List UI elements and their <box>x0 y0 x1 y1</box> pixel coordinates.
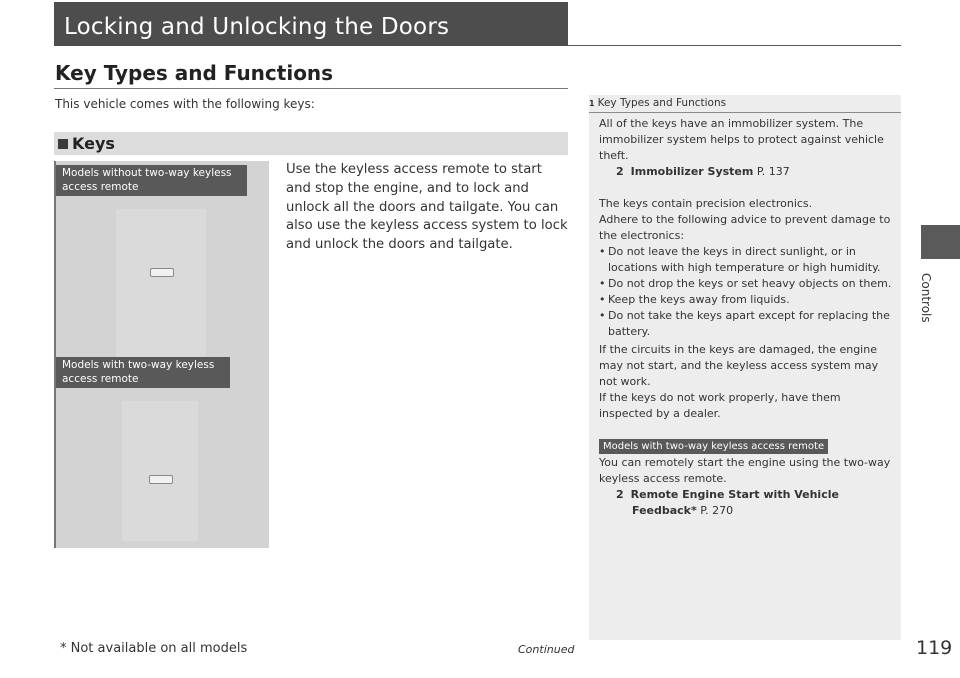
two-way-remote-image <box>122 401 198 541</box>
notes-sidebar <box>589 95 901 640</box>
keyless-remote-image <box>116 209 206 359</box>
sidebar-heading: 1 Key Types and Functions <box>589 97 727 109</box>
list-item: • Do not take the keys apart except for replacing the battery. <box>599 308 895 340</box>
page-number: 119 <box>916 637 953 659</box>
list-item: • Do not leave the keys in direct sunlight, or in locations with high temperature or high humidity. <box>599 244 895 276</box>
list-item: • Do not drop the keys or set heavy objects on them. <box>599 276 895 292</box>
sidebar-paragraph: If the circuits in the keys are damaged, the engine may not start, and the keyless access system may not work. <box>599 343 879 388</box>
sidebar-paragraph: All of the keys have an immobilizer system. The immobilizer system helps to protect against vehicle theft. <box>599 117 884 162</box>
square-bullet-icon <box>58 139 68 149</box>
page-title: Locking and Unlocking the Doors <box>64 14 450 40</box>
keys-image-panel <box>54 161 269 548</box>
immobilizer-reference-link[interactable]: 2 Immobilizer System P. 137 <box>616 165 790 178</box>
continued-label: Continued <box>518 643 575 656</box>
remote-engine-start-reference-link[interactable]: 2 Remote Engine Start with Vehicle Feedback* P. 270 <box>616 488 839 517</box>
keys-subheading: Keys <box>72 134 115 153</box>
sidebar-rule <box>589 112 901 113</box>
key-icon <box>149 475 173 484</box>
title-rule <box>568 45 901 46</box>
intro-text: This vehicle comes with the following keys: <box>55 97 315 111</box>
keys-body-text: Use the keyless access remote to start and stop the engine, and to lock and unlock all the doors and tailgate. You can also use the keyless access system to lock and unlock the doors and tailgate. <box>286 162 568 253</box>
page-title-bar <box>54 2 568 46</box>
reference-arrow-icon: 2 <box>616 165 624 178</box>
section-heading: Key Types and Functions <box>55 61 334 85</box>
model-tag-sidebar: Models with two-way keyless access remote <box>599 439 828 454</box>
key-icon <box>150 268 174 277</box>
list-item: • Keep the keys away from liquids. <box>599 292 895 308</box>
section-tab-marker[interactable] <box>921 225 960 259</box>
sidebar-paragraph: Adhere to the following advice to prevent damage to the electronics: <box>599 213 891 242</box>
note-number: 1 <box>589 99 595 108</box>
footnote: * Not available on all models <box>60 641 248 656</box>
sidebar-paragraph: You can remotely start the engine using the two-way keyless access remote. <box>599 456 891 485</box>
sidebar-paragraph: If the keys do not work properly, have them inspected by a dealer. <box>599 391 841 420</box>
sidebar-bullet-list <box>599 244 895 340</box>
model-tag-without-two-way: Models without two-way keyless access remote <box>56 165 247 196</box>
section-rule <box>54 88 568 89</box>
keys-subheading-bar <box>54 132 568 155</box>
model-tag-with-two-way: Models with two-way keyless access remote <box>56 357 230 388</box>
sidebar-paragraph: The keys contain precision electronics. <box>599 197 813 210</box>
reference-arrow-icon: 2 <box>616 488 624 501</box>
